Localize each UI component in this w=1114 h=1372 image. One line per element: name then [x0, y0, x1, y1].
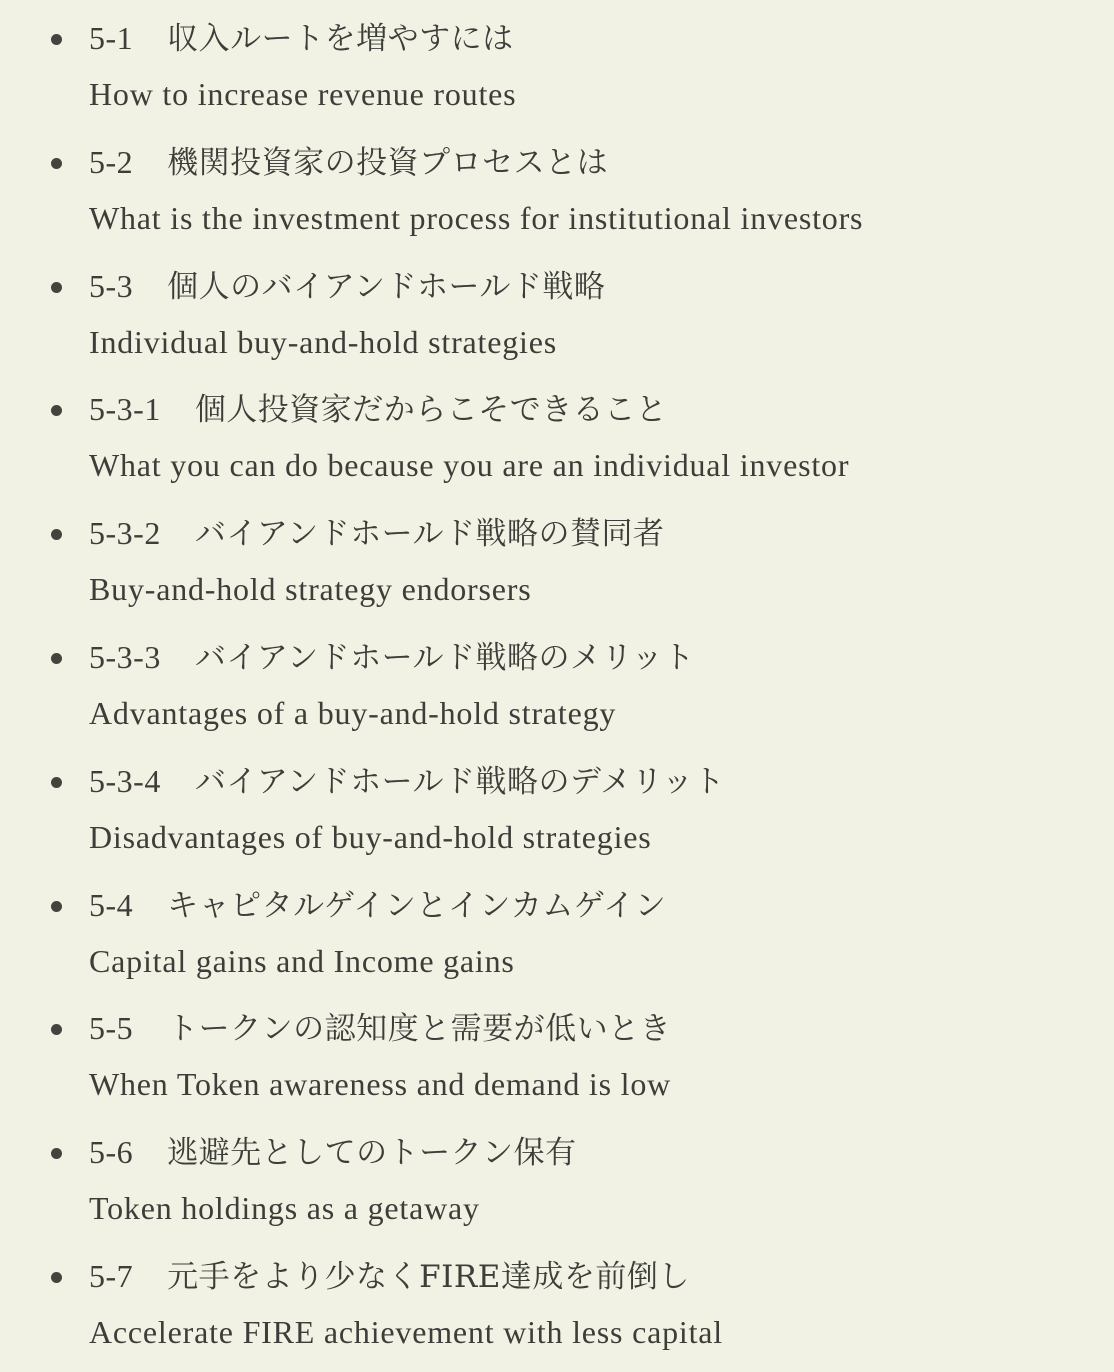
item-number: 5-5	[89, 1010, 134, 1047]
list-item	[0, 124, 1114, 248]
list-item	[0, 743, 1114, 867]
item-title-jp-text: 個人のバイアンドホールド戦略	[167, 268, 606, 305]
item-title-jp	[89, 387, 667, 432]
bullet-icon	[51, 1272, 62, 1283]
item-number: 5-6	[89, 1134, 134, 1171]
bullet-icon	[51, 405, 62, 416]
item-title-en: When Token awareness and demand is low	[89, 1066, 672, 1103]
list-item	[0, 495, 1114, 619]
item-title-jp-text: バイアンドホールド戦略のデメリット	[194, 763, 726, 800]
item-number: 5-3-2	[89, 515, 161, 552]
item-title-en: Accelerate FIRE achievement with less capital	[89, 1313, 723, 1350]
item-title-jp	[89, 759, 725, 804]
item-title-en: Advantages of a buy-and-hold strategy	[89, 694, 617, 731]
item-title-jp	[89, 140, 608, 185]
item-number: 5-3	[89, 267, 134, 304]
bullet-icon	[51, 282, 62, 293]
item-number: 5-4	[89, 886, 134, 923]
item-title-jp-text: 機関投資家の投資プロセスとは	[167, 144, 609, 181]
bullet-icon	[51, 653, 62, 664]
item-title-en: Individual buy-and-hold strategies	[89, 323, 557, 360]
bullet-icon	[51, 777, 62, 788]
item-title-en: What is the investment process for institutional investors	[89, 199, 864, 236]
item-number: 5-2	[89, 143, 134, 180]
item-title-jp	[89, 1006, 671, 1051]
list-item	[0, 867, 1114, 991]
item-number: 5-7	[89, 1257, 134, 1294]
bullet-icon	[51, 1148, 62, 1159]
list-item	[0, 619, 1114, 743]
bullet-icon	[51, 901, 62, 912]
item-title-en: Buy-and-hold strategy endorsers	[89, 571, 532, 608]
item-title-jp-text: 個人投資家だからこそできること	[194, 392, 668, 429]
item-title-en: Capital gains and Income gains	[89, 942, 515, 979]
bullet-icon	[51, 529, 62, 540]
bullet-icon	[51, 1024, 62, 1035]
bullet-icon	[51, 34, 62, 45]
item-title-en: Disadvantages of buy-and-hold strategies	[89, 818, 652, 855]
list-item	[0, 1238, 1114, 1362]
item-number: 5-1	[89, 20, 134, 56]
list-item	[0, 1114, 1114, 1238]
item-title-jp	[89, 511, 665, 556]
item-title-jp	[89, 16, 514, 61]
item-number: 5-3-1	[89, 391, 161, 428]
item-number: 5-3-3	[89, 638, 161, 675]
item-title-en: What you can do because you are an individual investor	[89, 447, 850, 484]
item-title-jp	[89, 883, 666, 928]
item-title-jp-text: トークンの認知度と需要が低いとき	[167, 1011, 672, 1048]
item-title-jp	[89, 1254, 690, 1299]
list-item	[0, 0, 1114, 124]
list-item	[0, 371, 1114, 495]
item-title-jp-text: 逃避先としてのトークン保有	[167, 1135, 577, 1172]
item-title-jp-text: キャピタルゲインとインカムゲイン	[167, 887, 667, 924]
bullet-icon	[51, 158, 62, 169]
list-item	[0, 248, 1114, 372]
item-title-jp-text: バイアンドホールド戦略の賛同者	[194, 516, 665, 553]
item-title-jp	[89, 1130, 577, 1175]
item-title-jp	[89, 264, 605, 309]
item-title-en: Token holdings as a getaway	[89, 1190, 480, 1227]
item-title-jp-text: バイアンドホールド戦略のメリット	[194, 639, 695, 676]
list-item	[0, 990, 1114, 1114]
item-title-en: How to increase revenue routes	[89, 76, 517, 112]
item-title-jp	[89, 635, 695, 680]
item-title-jp-text: 収入ルートを増やすには	[167, 21, 514, 57]
item-title-jp-text: 元手をより少なくFIRE達成を前倒し	[167, 1258, 690, 1295]
item-number: 5-3-4	[89, 762, 161, 799]
